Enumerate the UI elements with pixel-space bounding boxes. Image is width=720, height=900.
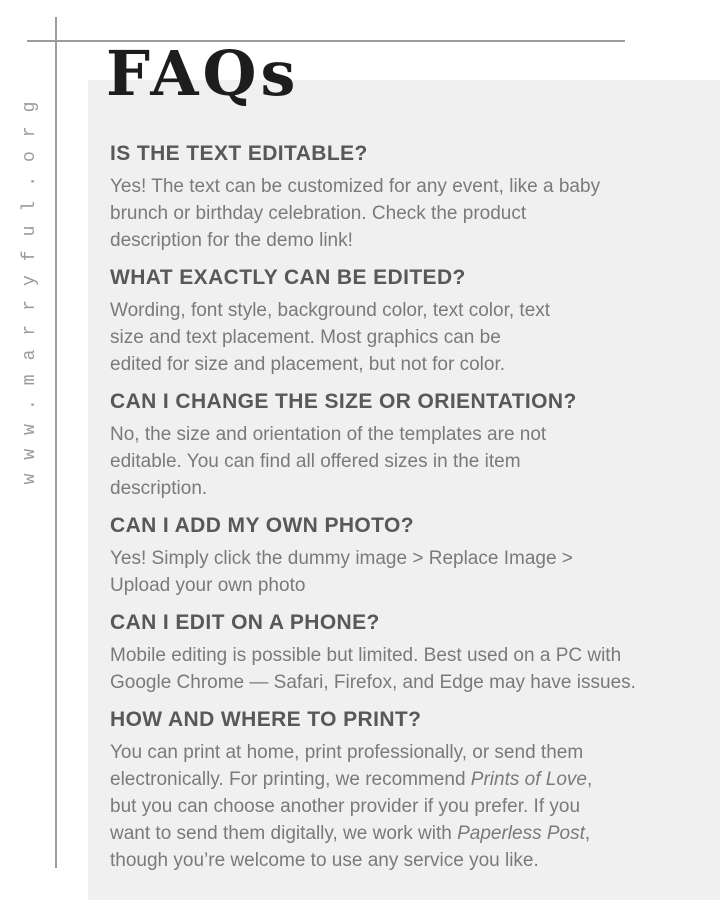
faq-answer-line: Upload your own photo	[110, 575, 306, 596]
website-url-vertical: www.marryful.org	[20, 87, 40, 485]
faq-answer-text: ,	[586, 769, 593, 790]
faq-answer-line: Yes! The text can be customized for any event, like a baby	[110, 176, 601, 197]
page-title: FAQs	[106, 37, 300, 110]
faq-answer-line: Yes! Simply click the dummy image > Replace Image >	[110, 548, 573, 569]
faq-answer-italic-text: Prints of Love	[470, 769, 587, 790]
faq-answer	[110, 421, 682, 502]
faq-answer-line: description.	[110, 478, 208, 499]
faq-answer-line	[110, 766, 682, 793]
faq-answer-line	[110, 820, 682, 847]
faq-section	[110, 142, 682, 254]
faq-section	[110, 611, 682, 696]
faq-answer-italic-text: Paperless Post	[457, 823, 585, 844]
faq-question: WHAT EXACTLY CAN BE EDITED?	[110, 266, 466, 289]
faq-content	[110, 142, 682, 886]
faq-answer-line: but you can choose another provider if you prefer. If you	[110, 796, 581, 817]
faq-section	[110, 266, 682, 378]
faq-question: CAN I EDIT ON A PHONE?	[110, 611, 380, 634]
faq-answer-line: size and text placement. Most graphics can be	[110, 327, 501, 348]
faq-section	[110, 514, 682, 599]
faq-answer-text: ,	[584, 823, 591, 844]
faq-question: CAN I CHANGE THE SIZE OR ORIENTATION?	[110, 390, 577, 413]
faq-answer-line: editable. You can find all offered sizes in the item	[110, 451, 521, 472]
crosshair-vertical-line	[55, 17, 57, 868]
faq-answer-line: No, the size and orientation of the templates are not	[110, 424, 547, 445]
faq-answer-line: Mobile editing is possible but limited. Best used on a PC with	[110, 645, 622, 666]
faq-answer-line: description for the demo link!	[110, 230, 353, 251]
faq-answer-line: Wording, font style, background color, text color, text	[110, 300, 551, 321]
faq-question: CAN I ADD MY OWN PHOTO?	[110, 514, 414, 537]
faq-section	[110, 390, 682, 502]
faq-answer	[110, 739, 682, 874]
faq-answer-line: brunch or birthday celebration. Check the product	[110, 203, 527, 224]
faq-question: HOW AND WHERE TO PRINT?	[110, 708, 422, 731]
faq-answer	[110, 297, 682, 378]
faq-section	[110, 708, 682, 874]
faq-question: IS THE TEXT EDITABLE?	[110, 142, 368, 165]
faq-answer-line: though you’re welcome to use any service you like.	[110, 850, 539, 871]
faq-answer	[110, 173, 682, 254]
faq-answer-text: want to send them digitally, we work with	[110, 823, 458, 844]
faq-answer-line: Google Chrome — Safari, Firefox, and Edge may have issues.	[110, 672, 636, 693]
faq-answer-line: You can print at home, print professionally, or send them	[110, 742, 584, 763]
faq-answer	[110, 545, 682, 599]
faq-answer-line: edited for size and placement, but not for color.	[110, 354, 506, 375]
faq-answer-text: electronically. For printing, we recommend	[110, 769, 471, 790]
faq-answer	[110, 642, 682, 696]
